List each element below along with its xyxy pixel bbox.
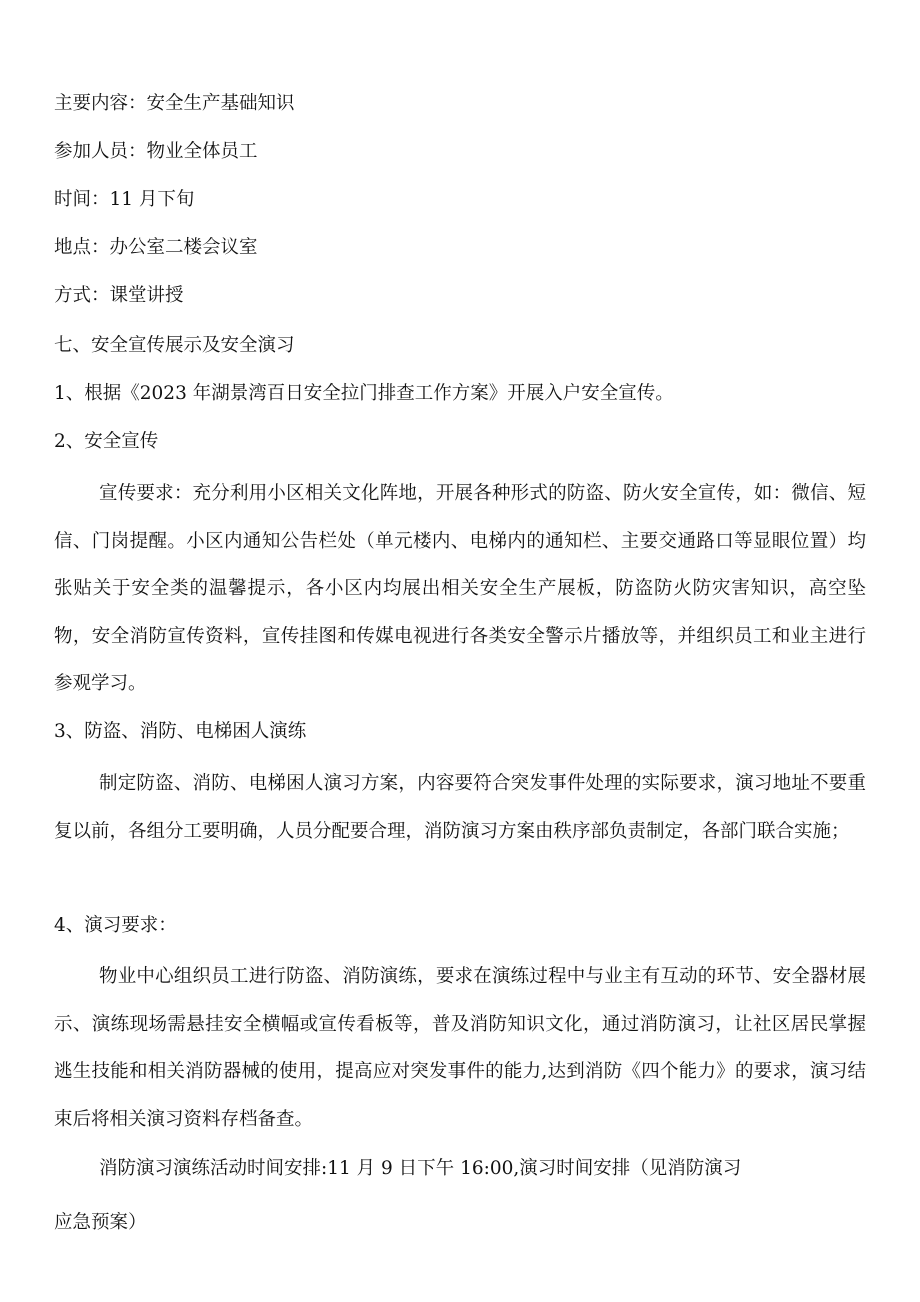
section-7-heading: 七、安全宣传展示及安全演习: [54, 335, 295, 356]
item-1-text: 1、根据《2023 年湖景湾百日安全拉门排查工作方案》开展入户安全宣传。: [54, 383, 674, 404]
item-4-body: 物业中心组织员工进行防盗、消防演练，要求在演练过程中与业主有互动的环节、安全器材展示、演练现场需悬挂安全横幅或宣传看板等，普及消防知识文化，通过消防演习，让社区居民掌握逃生技能和相关消防器械的使用，提高应对突发事件的能力,达到消防《四个能力》的要求，演习结束后将相关演习资料存档备查。: [54, 966, 866, 1130]
method-line: 方式：课堂讲授: [54, 285, 184, 306]
schedule-continuation: 应急预案）: [54, 1212, 147, 1233]
item-4-heading: 4、演习要求：: [54, 915, 177, 936]
schedule-line: 消防演习演练活动时间安排:11 月 9 日下午 16:00,演习时间安排（见消防演习: [99, 1158, 742, 1179]
time-line: 时间：11 月下旬: [54, 189, 195, 210]
item-2-body: 宣传要求：充分利用小区相关文化阵地，开展各种形式的防盗、防火安全宣传，如：微信、短信、门岗提醒。小区内通知公告栏处（单元楼内、电梯内的通知栏、主要交通路口等显眼位置）均张贴关于安全类的温馨提示，各小区内均展出相关安全生产展板，防盗防火防灾害知识，高空坠物，安全消防宣传资料，宣传挂图和传媒电视进行各类安全警示片播放等，并组织员工和业主进行参观学习。: [54, 483, 866, 694]
item-3-body: 制定防盗、消防、电梯困人演习方案，内容要符合突发事件处理的实际要求，演习地址不要重复以前，各组分工要明确，人员分配要合理，消防演习方案由秩序部负责制定，各部门联合实施；: [54, 773, 866, 842]
main-content-line: 主要内容：安全生产基础知识: [54, 93, 295, 114]
location-line: 地点：办公室二楼会议室: [54, 237, 258, 258]
participants-line: 参加人员：物业全体员工: [54, 141, 258, 162]
item-2-heading: 2、安全宣传: [54, 431, 159, 452]
item-3-heading: 3、防盗、消防、电梯困人演练: [54, 721, 307, 742]
